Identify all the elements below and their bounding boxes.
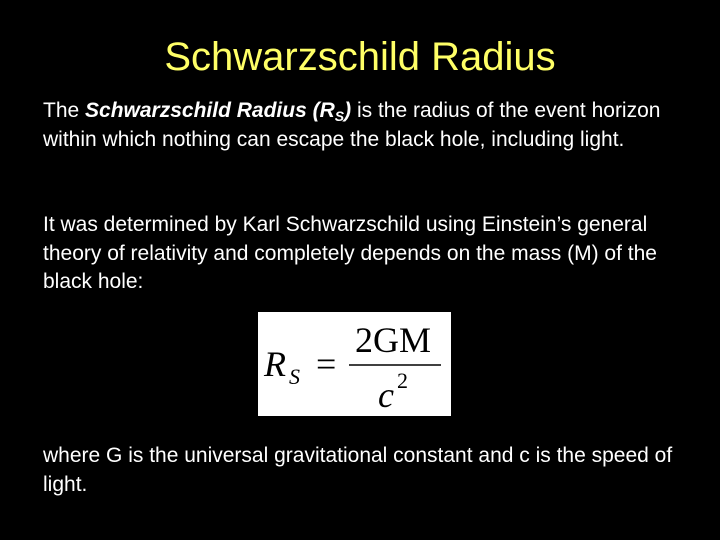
equation-denominator: c [378, 375, 394, 415]
equation-box [258, 312, 451, 416]
term-close: ) [344, 99, 352, 122]
schwarzschild-radius-term [85, 99, 351, 122]
history-paragraph: It was determined by Karl Schwarzschild using Einstein’s general theory of relativity and completely depends on the mass (M) of the black hole: [43, 213, 657, 293]
definition-rest: is the radius of the event horizon within which nothing can escape the black hole, including light. [43, 99, 661, 151]
definition-paragraph [43, 97, 683, 154]
equation-equals: = [316, 344, 337, 384]
equation-numerator: 2GM [355, 320, 432, 360]
slide-title: Schwarzschild Radius [164, 35, 556, 79]
term-text: Schwarzschild Radius (R [85, 99, 335, 122]
equation-graphic [258, 312, 451, 416]
variables-paragraph: where G is the universal gravitational constant and c is the speed of light. [43, 444, 673, 496]
term-subscript: S [334, 108, 345, 124]
equation-denominator-exponent: 2 [397, 368, 408, 393]
definition-prefix: The [43, 99, 86, 122]
equation-lhs: R [264, 344, 286, 384]
equation-lhs-subscript: S [289, 364, 300, 389]
